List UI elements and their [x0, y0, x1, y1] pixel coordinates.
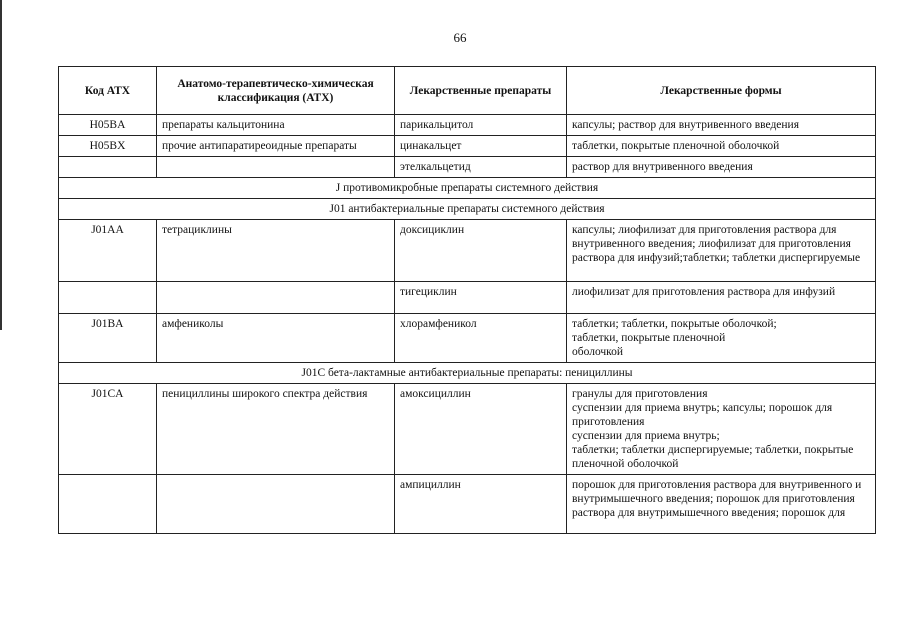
dosage-form-text: гранулы для приготовления — [572, 388, 708, 400]
atc-code-cell: H05BA — [59, 115, 157, 136]
page-number: 66 — [453, 30, 467, 45]
group-heading: J01C бета-лактамные антибактериальные препараты: пенициллины — [59, 363, 876, 384]
table-row — [59, 115, 876, 136]
table-row — [59, 314, 876, 363]
table-header-row — [59, 67, 876, 115]
atc-class-cell — [157, 475, 395, 534]
dosage-forms-cell — [567, 384, 876, 475]
atc-classification-table — [58, 66, 876, 534]
atc-class-cell — [157, 157, 395, 178]
drug-name-cell: парикальцитол — [395, 115, 567, 136]
dosage-form-text: оболочкой — [572, 346, 624, 358]
dosage-forms-cell — [567, 220, 876, 282]
atc-class-cell: препараты кальцитонина — [157, 115, 395, 136]
dosage-form-text: порошок для приготовления раствора для внутривенного и внутримышечного введения; порошок для приготовления раствора для внутримышечного введения; порошок для — [572, 479, 862, 519]
group-heading-row — [59, 363, 876, 384]
drug-name-cell: амоксициллин — [395, 384, 567, 475]
dosage-form-text: таблетки, покрытые пленочной оболочкой — [572, 140, 780, 152]
table-row — [59, 282, 876, 314]
dosage-form-text: суспензии для приема внутрь; — [572, 430, 720, 442]
table-row — [59, 384, 876, 475]
atc-class-cell — [157, 282, 395, 314]
column-header-atc-code: Код АТХ — [59, 67, 157, 115]
dosage-forms-cell — [567, 314, 876, 363]
group-heading-row — [59, 178, 876, 199]
table-row — [59, 220, 876, 282]
atc-class-cell: пенициллины широкого спектра действия — [157, 384, 395, 475]
atc-code-cell: J01CA — [59, 384, 157, 475]
column-header-drugs: Лекарственные препараты — [395, 67, 567, 115]
dosage-form-text: капсулы; раствор для внутривенного введения — [572, 119, 800, 131]
drug-name-cell: этелкальцетид — [395, 157, 567, 178]
atc-code-cell — [59, 475, 157, 534]
atc-class-cell: тетрациклины — [157, 220, 395, 282]
atc-code-cell — [59, 157, 157, 178]
group-heading-row — [59, 199, 876, 220]
atc-code-cell: J01AA — [59, 220, 157, 282]
table-row — [59, 136, 876, 157]
table-row — [59, 475, 876, 534]
column-header-atc-classification: Анатомо-терапевтическо-химическая классификация (АТХ) — [157, 67, 395, 115]
scan-margin-line — [0, 0, 2, 330]
group-heading: J01 антибактериальные препараты системного действия — [59, 199, 876, 220]
drug-name-cell: тигециклин — [395, 282, 567, 314]
dosage-form-text: раствор для внутривенного введения — [572, 161, 753, 173]
atc-class-cell: амфениколы — [157, 314, 395, 363]
group-heading: J противомикробные препараты системного действия — [59, 178, 876, 199]
table-row — [59, 157, 876, 178]
dosage-forms-cell — [567, 157, 876, 178]
column-header-dosage-forms: Лекарственные формы — [567, 67, 876, 115]
dosage-form-text: таблетки; таблетки диспергируемые; таблетки, покрытые пленочной оболочкой — [572, 444, 854, 470]
drug-name-cell: ампициллин — [395, 475, 567, 534]
dosage-forms-cell — [567, 136, 876, 157]
atc-class-cell: прочие антипаратиреоидные препараты — [157, 136, 395, 157]
drug-name-cell: цинакальцет — [395, 136, 567, 157]
atc-code-cell — [59, 282, 157, 314]
atc-code-cell: H05BX — [59, 136, 157, 157]
dosage-forms-cell — [567, 115, 876, 136]
dosage-forms-cell — [567, 282, 876, 314]
dosage-forms-cell — [567, 475, 876, 534]
dosage-form-text: таблетки, покрытые пленочной — [572, 332, 726, 344]
dosage-form-text: таблетки; таблетки, покрытые оболочкой; — [572, 318, 777, 330]
dosage-form-text: лиофилизат для приготовления раствора для инфузий — [572, 286, 836, 298]
drug-name-cell: хлорамфеникол — [395, 314, 567, 363]
dosage-form-text: капсулы; лиофилизат для приготовления раствора для внутривенного введения; лиофилизат для приготовления раствора для инфузий;таблетки; таблетки диспергируемые — [572, 224, 861, 264]
atc-code-cell: J01BA — [59, 314, 157, 363]
dosage-form-text: суспензии для приема внутрь; капсулы; порошок для приготовления — [572, 402, 833, 428]
drug-name-cell: доксициклин — [395, 220, 567, 282]
